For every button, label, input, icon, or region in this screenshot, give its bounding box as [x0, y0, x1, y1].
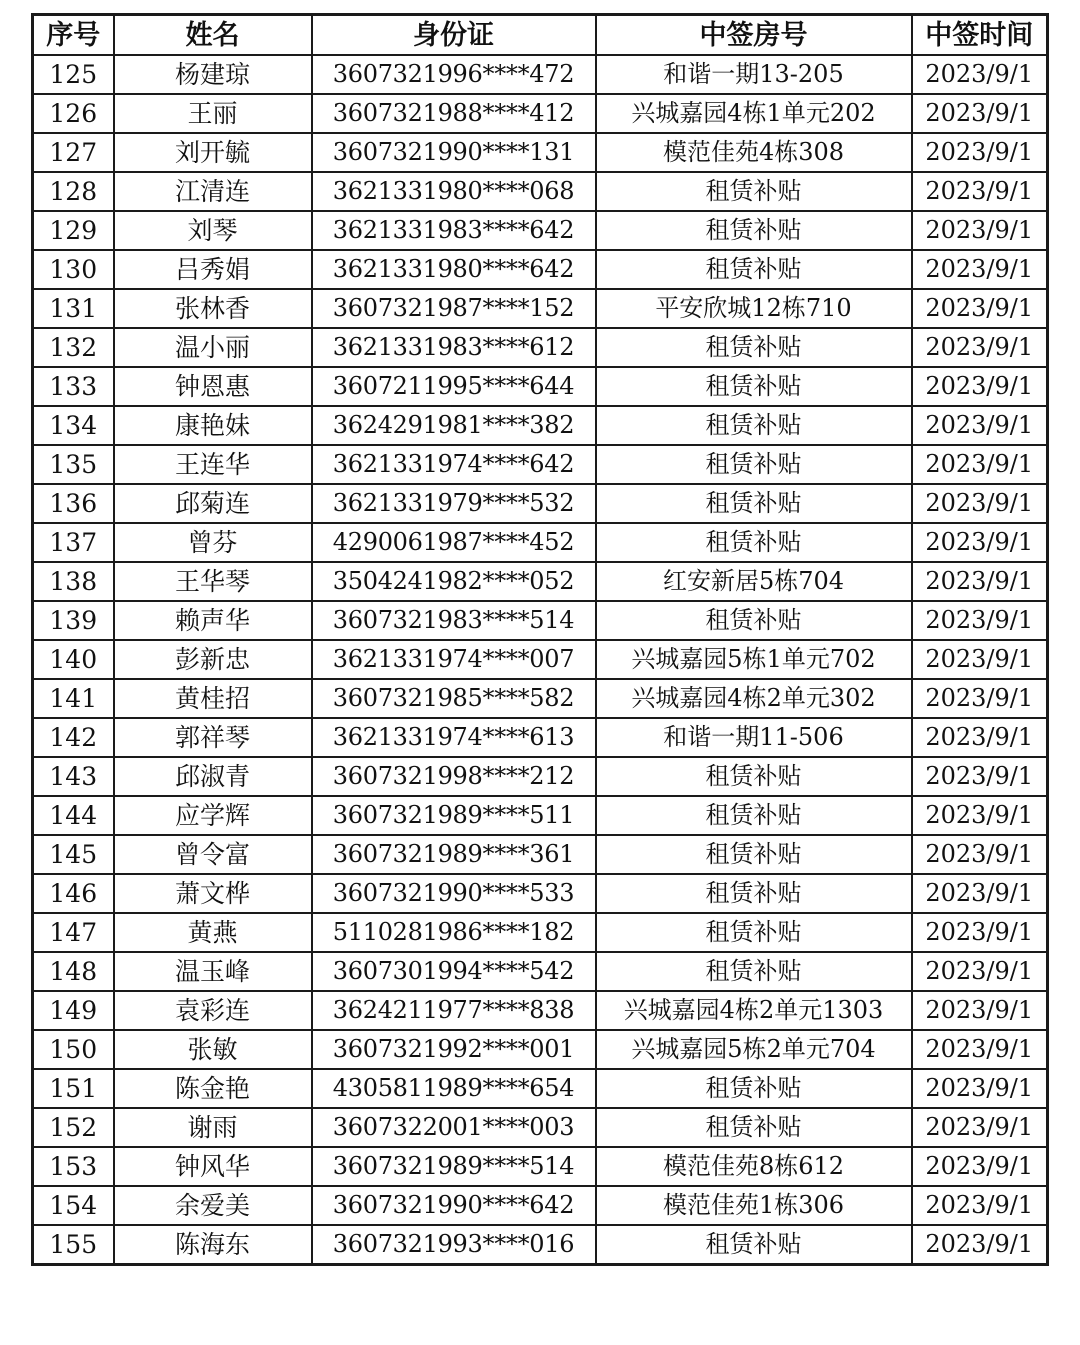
- lottery-date-cell: 2023/9/1: [912, 250, 1048, 289]
- table-row: [33, 406, 1048, 445]
- id-number-cell: 3607321985****582: [312, 679, 596, 718]
- name-cell: 温玉峰: [114, 952, 312, 991]
- serial-number-cell: 147: [33, 913, 114, 952]
- room-number-cell: 兴城嘉园5栋1单元702: [596, 640, 912, 679]
- id-number-cell: 3607211995****644: [312, 367, 596, 406]
- table-row: [33, 718, 1048, 757]
- serial-number-cell: 134: [33, 406, 114, 445]
- id-number-cell: 3621331983****642: [312, 211, 596, 250]
- table-row: [33, 874, 1048, 913]
- table-row: [33, 835, 1048, 874]
- id-number-cell: 3607321989****511: [312, 796, 596, 835]
- name-cell: 钟风华: [114, 1147, 312, 1186]
- room-number-cell: 兴城嘉园4栋2单元302: [596, 679, 912, 718]
- name-cell: 余爱美: [114, 1186, 312, 1225]
- serial-number-cell: 135: [33, 445, 114, 484]
- serial-number-cell: 148: [33, 952, 114, 991]
- id-number-cell: 3607322001****003: [312, 1108, 596, 1147]
- name-cell: 陈金艳: [114, 1069, 312, 1108]
- lottery-date-cell: 2023/9/1: [912, 133, 1048, 172]
- serial-number-cell: 145: [33, 835, 114, 874]
- table-row: [33, 484, 1048, 523]
- table-row: [33, 211, 1048, 250]
- table-row: [33, 1030, 1048, 1069]
- lottery-date-cell: 2023/9/1: [912, 445, 1048, 484]
- name-cell: 刘开毓: [114, 133, 312, 172]
- room-number-cell: 红安新居5栋704: [596, 562, 912, 601]
- id-number-cell: 3621331974****613: [312, 718, 596, 757]
- id-number-cell: 3607321989****361: [312, 835, 596, 874]
- id-number-cell: 3621331974****007: [312, 640, 596, 679]
- name-cell: 吕秀娟: [114, 250, 312, 289]
- id-number-cell: 3607321983****514: [312, 601, 596, 640]
- table-row: [33, 133, 1048, 172]
- table-row: [33, 94, 1048, 133]
- table-row: [33, 913, 1048, 952]
- lottery-date-cell: 2023/9/1: [912, 1147, 1048, 1186]
- name-cell: 杨建琼: [114, 55, 312, 94]
- name-cell: 萧文桦: [114, 874, 312, 913]
- lottery-date-cell: 2023/9/1: [912, 1030, 1048, 1069]
- id-number-cell: 3607321996****472: [312, 55, 596, 94]
- serial-number-cell: 137: [33, 523, 114, 562]
- room-number-cell: 租赁补贴: [596, 757, 912, 796]
- room-number-cell: 租赁补贴: [596, 1225, 912, 1265]
- table-row: [33, 445, 1048, 484]
- serial-number-cell: 154: [33, 1186, 114, 1225]
- id-number-cell: 3624211977****838: [312, 991, 596, 1030]
- room-number-cell: 兴城嘉园4栋2单元1303: [596, 991, 912, 1030]
- room-number-cell: 租赁补贴: [596, 913, 912, 952]
- room-number-cell: 租赁补贴: [596, 952, 912, 991]
- serial-number-cell: 125: [33, 55, 114, 94]
- name-cell: 邱淑青: [114, 757, 312, 796]
- serial-number-cell: 127: [33, 133, 114, 172]
- room-number-cell: 模范佳苑8栋612: [596, 1147, 912, 1186]
- room-number-cell: 租赁补贴: [596, 367, 912, 406]
- table-row: [33, 250, 1048, 289]
- table-row: [33, 1108, 1048, 1147]
- id-number-cell: 3621331979****532: [312, 484, 596, 523]
- serial-number-cell: 138: [33, 562, 114, 601]
- serial-number-cell: 143: [33, 757, 114, 796]
- room-number-cell: 兴城嘉园5栋2单元704: [596, 1030, 912, 1069]
- lottery-date-cell: 2023/9/1: [912, 601, 1048, 640]
- name-cell: 黄燕: [114, 913, 312, 952]
- lottery-date-cell: 2023/9/1: [912, 1186, 1048, 1225]
- serial-number-cell: 146: [33, 874, 114, 913]
- table-row: [33, 1186, 1048, 1225]
- lottery-date-cell: 2023/9/1: [912, 289, 1048, 328]
- lottery-date-cell: 2023/9/1: [912, 874, 1048, 913]
- serial-number-cell: 142: [33, 718, 114, 757]
- lottery-result-table: [31, 13, 1049, 1266]
- room-number-cell: 平安欣城12栋710: [596, 289, 912, 328]
- table-row: [33, 1069, 1048, 1108]
- id-number-cell: 3607321989****514: [312, 1147, 596, 1186]
- table-row: [33, 367, 1048, 406]
- serial-number-cell: 151: [33, 1069, 114, 1108]
- id-number-cell: 3621331980****642: [312, 250, 596, 289]
- table-row: [33, 523, 1048, 562]
- serial-number-cell: 149: [33, 991, 114, 1030]
- serial-number-cell: 144: [33, 796, 114, 835]
- room-number-cell: 租赁补贴: [596, 796, 912, 835]
- room-number-cell: 租赁补贴: [596, 601, 912, 640]
- lottery-date-cell: 2023/9/1: [912, 484, 1048, 523]
- name-cell: 赖声华: [114, 601, 312, 640]
- room-number-cell: 模范佳苑4栋308: [596, 133, 912, 172]
- name-cell: 彭新忠: [114, 640, 312, 679]
- name-cell: 郭祥琴: [114, 718, 312, 757]
- id-number-cell: 3621331980****068: [312, 172, 596, 211]
- name-cell: 温小丽: [114, 328, 312, 367]
- lottery-date-cell: 2023/9/1: [912, 523, 1048, 562]
- name-cell: 钟恩惠: [114, 367, 312, 406]
- room-number-cell: 租赁补贴: [596, 835, 912, 874]
- id-number-cell: 3607321987****152: [312, 289, 596, 328]
- lottery-date-cell: 2023/9/1: [912, 1069, 1048, 1108]
- room-number-cell: 模范佳苑1栋306: [596, 1186, 912, 1225]
- serial-number-cell: 136: [33, 484, 114, 523]
- name-cell: 谢雨: [114, 1108, 312, 1147]
- table-row: [33, 757, 1048, 796]
- lottery-date-cell: 2023/9/1: [912, 94, 1048, 133]
- lottery-date-cell: 2023/9/1: [912, 172, 1048, 211]
- table-row: [33, 289, 1048, 328]
- name-cell: 江清连: [114, 172, 312, 211]
- id-number-cell: 3621331974****642: [312, 445, 596, 484]
- lottery-date-cell: 2023/9/1: [912, 796, 1048, 835]
- name-cell: 康艳妹: [114, 406, 312, 445]
- name-cell: 陈海东: [114, 1225, 312, 1265]
- lottery-date-cell: 2023/9/1: [912, 328, 1048, 367]
- name-cell: 王连华: [114, 445, 312, 484]
- lottery-date-cell: 2023/9/1: [912, 406, 1048, 445]
- name-cell: 曾令富: [114, 835, 312, 874]
- serial-number-cell: 153: [33, 1147, 114, 1186]
- id-number-cell: 4305811989****654: [312, 1069, 596, 1108]
- room-number-cell: 租赁补贴: [596, 250, 912, 289]
- id-number-cell: 3621331983****612: [312, 328, 596, 367]
- room-number-cell: 租赁补贴: [596, 484, 912, 523]
- room-number-cell: 租赁补贴: [596, 211, 912, 250]
- name-cell: 张林香: [114, 289, 312, 328]
- lottery-date-cell: 2023/9/1: [912, 952, 1048, 991]
- serial-number-cell: 140: [33, 640, 114, 679]
- table-header-row: [33, 15, 1048, 56]
- lottery-date-cell: 2023/9/1: [912, 211, 1048, 250]
- lottery-date-cell: 2023/9/1: [912, 757, 1048, 796]
- name-cell: 王华琴: [114, 562, 312, 601]
- header-room-number: 中签房号: [596, 15, 912, 56]
- table-row: [33, 562, 1048, 601]
- id-number-cell: 3607321998****212: [312, 757, 596, 796]
- lottery-date-cell: 2023/9/1: [912, 562, 1048, 601]
- table-row: [33, 328, 1048, 367]
- room-number-cell: 租赁补贴: [596, 328, 912, 367]
- id-number-cell: 3607321990****131: [312, 133, 596, 172]
- name-cell: 应学辉: [114, 796, 312, 835]
- serial-number-cell: 128: [33, 172, 114, 211]
- lottery-date-cell: 2023/9/1: [912, 718, 1048, 757]
- name-cell: 袁彩连: [114, 991, 312, 1030]
- serial-number-cell: 141: [33, 679, 114, 718]
- id-number-cell: 3607321988****412: [312, 94, 596, 133]
- name-cell: 黄桂招: [114, 679, 312, 718]
- name-cell: 张敏: [114, 1030, 312, 1069]
- header-name: 姓名: [114, 15, 312, 56]
- serial-number-cell: 133: [33, 367, 114, 406]
- table-row: [33, 796, 1048, 835]
- id-number-cell: 3607321993****016: [312, 1225, 596, 1265]
- lottery-date-cell: 2023/9/1: [912, 1225, 1048, 1265]
- table-body: [33, 55, 1048, 1265]
- lottery-date-cell: 2023/9/1: [912, 679, 1048, 718]
- room-number-cell: 租赁补贴: [596, 172, 912, 211]
- id-number-cell: 3624291981****382: [312, 406, 596, 445]
- table-row: [33, 1225, 1048, 1265]
- room-number-cell: 租赁补贴: [596, 1069, 912, 1108]
- header-serial-number: 序号: [33, 15, 114, 56]
- table-row: [33, 679, 1048, 718]
- id-number-cell: 5110281986****182: [312, 913, 596, 952]
- room-number-cell: 和谐一期11-506: [596, 718, 912, 757]
- table-row: [33, 1147, 1048, 1186]
- table-row: [33, 640, 1048, 679]
- id-number-cell: 3607321990****642: [312, 1186, 596, 1225]
- serial-number-cell: 126: [33, 94, 114, 133]
- serial-number-cell: 131: [33, 289, 114, 328]
- name-cell: 邱菊连: [114, 484, 312, 523]
- room-number-cell: 和谐一期13-205: [596, 55, 912, 94]
- serial-number-cell: 150: [33, 1030, 114, 1069]
- table-row: [33, 601, 1048, 640]
- header-id-number: 身份证: [312, 15, 596, 56]
- serial-number-cell: 129: [33, 211, 114, 250]
- id-number-cell: 4290061987****452: [312, 523, 596, 562]
- name-cell: 刘琴: [114, 211, 312, 250]
- room-number-cell: 租赁补贴: [596, 523, 912, 562]
- lottery-date-cell: 2023/9/1: [912, 991, 1048, 1030]
- id-number-cell: 3504241982****052: [312, 562, 596, 601]
- lottery-date-cell: 2023/9/1: [912, 367, 1048, 406]
- id-number-cell: 3607321992****001: [312, 1030, 596, 1069]
- lottery-result-document: [31, 13, 1049, 1266]
- serial-number-cell: 139: [33, 601, 114, 640]
- table-row: [33, 55, 1048, 94]
- lottery-date-cell: 2023/9/1: [912, 913, 1048, 952]
- serial-number-cell: 152: [33, 1108, 114, 1147]
- lottery-date-cell: 2023/9/1: [912, 640, 1048, 679]
- table-row: [33, 991, 1048, 1030]
- id-number-cell: 3607321990****533: [312, 874, 596, 913]
- table-row: [33, 952, 1048, 991]
- name-cell: 曾芬: [114, 523, 312, 562]
- serial-number-cell: 130: [33, 250, 114, 289]
- room-number-cell: 兴城嘉园4栋1单元202: [596, 94, 912, 133]
- serial-number-cell: 155: [33, 1225, 114, 1265]
- room-number-cell: 租赁补贴: [596, 445, 912, 484]
- lottery-date-cell: 2023/9/1: [912, 835, 1048, 874]
- header-lottery-date: 中签时间: [912, 15, 1048, 56]
- room-number-cell: 租赁补贴: [596, 874, 912, 913]
- lottery-date-cell: 2023/9/1: [912, 1108, 1048, 1147]
- serial-number-cell: 132: [33, 328, 114, 367]
- room-number-cell: 租赁补贴: [596, 1108, 912, 1147]
- id-number-cell: 3607301994****542: [312, 952, 596, 991]
- name-cell: 王丽: [114, 94, 312, 133]
- room-number-cell: 租赁补贴: [596, 406, 912, 445]
- lottery-date-cell: 2023/9/1: [912, 55, 1048, 94]
- table-row: [33, 172, 1048, 211]
